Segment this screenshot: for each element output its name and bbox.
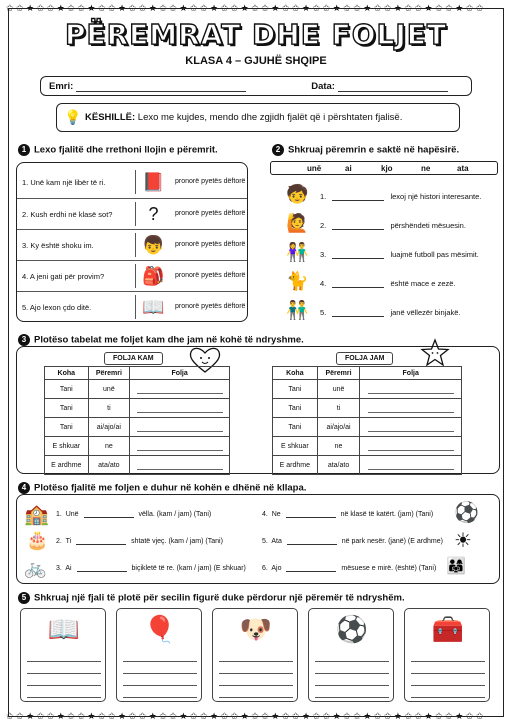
column-header: Përemri [88,367,130,380]
column-header: Përemri [317,367,360,380]
list-item: 2. përshëndeti mësuesin. [320,221,466,230]
page-subtitle: KLASA 4 – GJUHË SHQIPE [185,55,327,67]
table-row [45,418,230,437]
column-header: Folja [130,367,230,380]
book-icon: 📕 [135,170,171,194]
table-row [17,167,247,197]
table-row [17,229,247,259]
picture-card [308,608,394,702]
name-field[interactable] [76,83,246,92]
section2-heading: 2 Shkruaj përemrin e saktë në hapësirë. [272,144,459,156]
pronoun-cell: ne [88,437,130,456]
word-bank-item: ai [345,164,352,173]
pronoun-cell: unë [88,380,130,399]
writing-line[interactable] [123,697,197,698]
list-item: 6. Ajo mësuese e mirë. (është) (Tani) [262,565,437,572]
question-text: 2. Kush erdhi në klasë sot? [22,210,113,219]
table-header [273,367,462,380]
pronoun-cell: ai/ajo/ai [317,418,360,437]
tip-box [56,103,460,132]
table-row [45,380,230,399]
writing-line[interactable] [27,697,101,698]
word-bank-item: kjo [381,164,393,173]
star-icon [420,338,450,368]
table-row [273,456,462,475]
pronoun-cell: ne [317,437,360,456]
list-item: 1. lexoj një histori interesante. [320,192,482,201]
star-border-bottom: ✩ ✩ ★ ✩ ✩ ★ ✩ ✩ ★ ✩ ✩ ★ ✩ ✩ ★ ✩ ✩ ★ ✩ ✩ ★ ✩ ✩ ★ ✩ ✩ ★ ✩ ✩ ★ ✩ ✩ ★ ✩ ✩ ★ ✩ ✩ ★ ✩ ✩ ★ ✩ ✩ ★ ✩ ✩ [6,711,484,721]
question-text: 3. Ky është shoku im. [22,241,94,250]
verb-answer-cell[interactable] [360,418,462,437]
answer-blank[interactable] [332,309,384,317]
section1-number: 1 [18,144,30,156]
question-text: 4. A jeni gati për provim? [22,272,105,281]
table-row [273,437,462,456]
question-mark-icon: ? [135,202,171,226]
date-field[interactable] [338,83,448,92]
time-cell: E ardhme [45,456,89,475]
writing-line[interactable] [315,673,389,674]
section4-heading: 4 Plotëso fjalitë me foljen e duhur në kohën e dhënë në kllapa. [18,482,306,494]
answer-blank[interactable] [287,537,337,545]
verb-answer-cell[interactable] [130,456,230,475]
verb-answer-cell[interactable] [360,380,462,399]
boy-waving-icon: 🙋 [286,213,309,233]
time-cell: Tani [45,418,89,437]
word-bank-item: ata [457,164,469,173]
verb-answer-cell[interactable] [130,437,230,456]
pronoun-cell: ai/ajo/ai [88,418,130,437]
list-item: 1. Unë vëlla. (kam / jam) (Tani) [56,511,212,518]
cat-icon: 🐈 [286,271,309,291]
pronoun-cell: ti [88,399,130,418]
list-item: 5. Ata në park nesër. (janë) (E ardhme) [262,538,443,545]
column-header: Folja [360,367,462,380]
answer-options[interactable]: pronorë pyetës dëftorë [175,272,246,279]
girl-balloon-icon: 🎈 [143,614,177,644]
time-cell: Tani [273,418,318,437]
folja-kam-table [44,366,230,475]
kids-group-icon: 👫 [286,242,309,262]
verb-answer-cell[interactable] [360,456,462,475]
folja-jam-label: FOLJA JAM [336,352,393,365]
pronoun-cell: ata/ato [88,456,130,475]
section3-number: 3 [18,334,30,346]
answer-blank[interactable] [332,280,384,288]
date-label: Data: [311,81,335,92]
list-item: 4. është mace e zezë. [320,279,456,288]
verb-answer-cell[interactable] [130,418,230,437]
boy-reading-icon: 📖 [47,614,81,644]
answer-blank[interactable] [286,564,336,572]
list-item: 5. janë vëllezër binjakë. [320,308,461,317]
verb-answer-cell[interactable] [360,437,462,456]
name-label: Emri: [49,81,74,92]
lightbulb-icon: 💡 [64,109,82,125]
star-border-top: ✩ ✩ ★ ✩ ✩ ★ ✩ ✩ ★ ✩ ✩ ★ ✩ ✩ ★ ✩ ✩ ★ ✩ ✩ ★ ✩ ✩ ★ ✩ ✩ ★ ✩ ✩ ★ ✩ ✩ ★ ✩ ✩ ★ ✩ ✩ ★ ✩ ✩ ★ ✩ ✩ ★ ✩ ✩ [6,3,484,13]
writing-line[interactable] [27,661,101,662]
list-item: 3. Ai biçikletë të re. (kam / jam) (E shkuar) [56,565,246,572]
writing-line[interactable] [27,673,101,674]
question-text: 5. Ajo lexon çdo ditë. [22,303,92,312]
list-item: 4. Ne në klasë të katërt. (jam) (Tani) [262,511,434,518]
table-header [45,367,230,380]
table-row [273,418,462,437]
writing-line[interactable] [411,697,485,698]
writing-line[interactable] [123,661,197,662]
twins-icon: 👬 [286,300,309,320]
section2-number: 2 [272,144,284,156]
word-bank [270,161,498,175]
table-row [45,399,230,418]
writing-line[interactable] [27,685,101,686]
answer-blank[interactable] [76,537,126,545]
folja-kam-label: FOLJA KAM [104,352,163,365]
sun-icon: ☀ [454,530,472,552]
picture-card [20,608,106,702]
cake-icon: 🎂 [26,530,49,550]
kids-group-icon: 👨‍👩‍👧 [446,558,466,575]
time-cell: Tani [273,399,318,418]
treasure-chest-icon: 🧰 [431,614,465,644]
time-cell: Tani [45,380,89,399]
section1-table [16,162,248,322]
table-row [45,456,230,475]
writing-line[interactable] [411,661,485,662]
name-date-box [40,76,472,96]
answer-blank[interactable] [332,193,384,201]
backpack-icon: 🎒 [135,264,171,288]
writing-line[interactable] [219,685,293,686]
section4-number: 4 [18,482,30,494]
writing-line[interactable] [219,673,293,674]
section5-heading: 5 Shkruaj një fjali të plotë për secilin figurë duke përdorur një përemër të ndryshëm. [18,592,405,604]
tip-label: KËSHILLË: [85,112,136,123]
pronoun-cell: ti [317,399,360,418]
time-cell: E shkuar [273,437,318,456]
writing-line[interactable] [315,685,389,686]
pronoun-cell: ata/ato [317,456,360,475]
table-row [17,260,247,290]
picture-card [116,608,202,702]
writing-line[interactable] [315,661,389,662]
kids-ball-icon: ⚽ [335,614,369,644]
section1-heading: 1 Lexo fjalitë dhe rrethoni llojin e përemrit. [18,144,218,156]
verb-answer-cell[interactable] [360,399,462,418]
writing-line[interactable] [123,685,197,686]
pronoun-cell: unë [317,380,360,399]
answer-options[interactable]: pronorë pyetës dëftorë [175,178,246,185]
writing-line[interactable] [411,685,485,686]
list-item: 2. Ti shtatë vjeç. (kam / jam) (Tani) [56,538,223,545]
verb-answer-cell[interactable] [130,380,230,399]
puppy-icon: 🐶 [239,614,273,644]
table-row [45,437,230,456]
time-cell: Tani [45,399,89,418]
table-row [273,399,462,418]
soccer-ball-icon: ⚽ [454,502,479,524]
list-item: 3. luajmë futboll pas mësimit. [320,250,479,259]
picture-card [212,608,298,702]
open-book-icon: 📖 [135,295,171,319]
column-header: Koha [45,367,89,380]
time-cell: Tani [273,380,318,399]
word-bank-item: ne [421,164,431,173]
answer-blank[interactable] [332,251,384,259]
answer-blank[interactable] [332,222,384,230]
question-text: 1. Unë kam një libër të ri. [22,178,106,187]
table-row [273,380,462,399]
word-bank-item: unë [307,164,322,173]
picture-card [404,608,490,702]
writing-line[interactable] [219,661,293,662]
time-cell: E ardhme [273,456,318,475]
table-row [17,291,247,321]
answer-options[interactable]: pronorë pyetës dëftorë [175,210,246,217]
writing-line[interactable] [315,697,389,698]
answer-options[interactable]: pronorë pyetës dëftorë [175,241,246,248]
verb-answer-cell[interactable] [130,399,230,418]
page-title: PËREMRAT DHE FOLJET [64,18,448,51]
school-icon: 🏫 [24,504,49,526]
time-cell: E shkuar [45,437,89,456]
folja-jam-table [272,366,462,475]
answer-blank[interactable] [77,564,127,572]
bicycle-icon: 🚲 [24,558,47,578]
child-reading-icon: 🧒 [286,184,309,204]
section3-heading: 3 Plotëso tabelat me foljet kam dhe jam në kohë të ndryshme. [18,334,304,346]
writing-line[interactable] [411,673,485,674]
boy-icon: 👦 [135,233,171,257]
answer-blank[interactable] [84,510,134,518]
section5-number: 5 [18,592,30,604]
answer-options[interactable]: pronorë pyetës dëftorë [175,303,246,310]
tip-text: Lexo me kujdes, mendo dhe zgjidh fjalët që i përshtaten fjalisë. [137,112,403,123]
answer-blank[interactable] [286,510,336,518]
writing-line[interactable] [219,697,293,698]
writing-line[interactable] [123,673,197,674]
table-row [17,198,247,228]
column-header: Koha [273,367,318,380]
